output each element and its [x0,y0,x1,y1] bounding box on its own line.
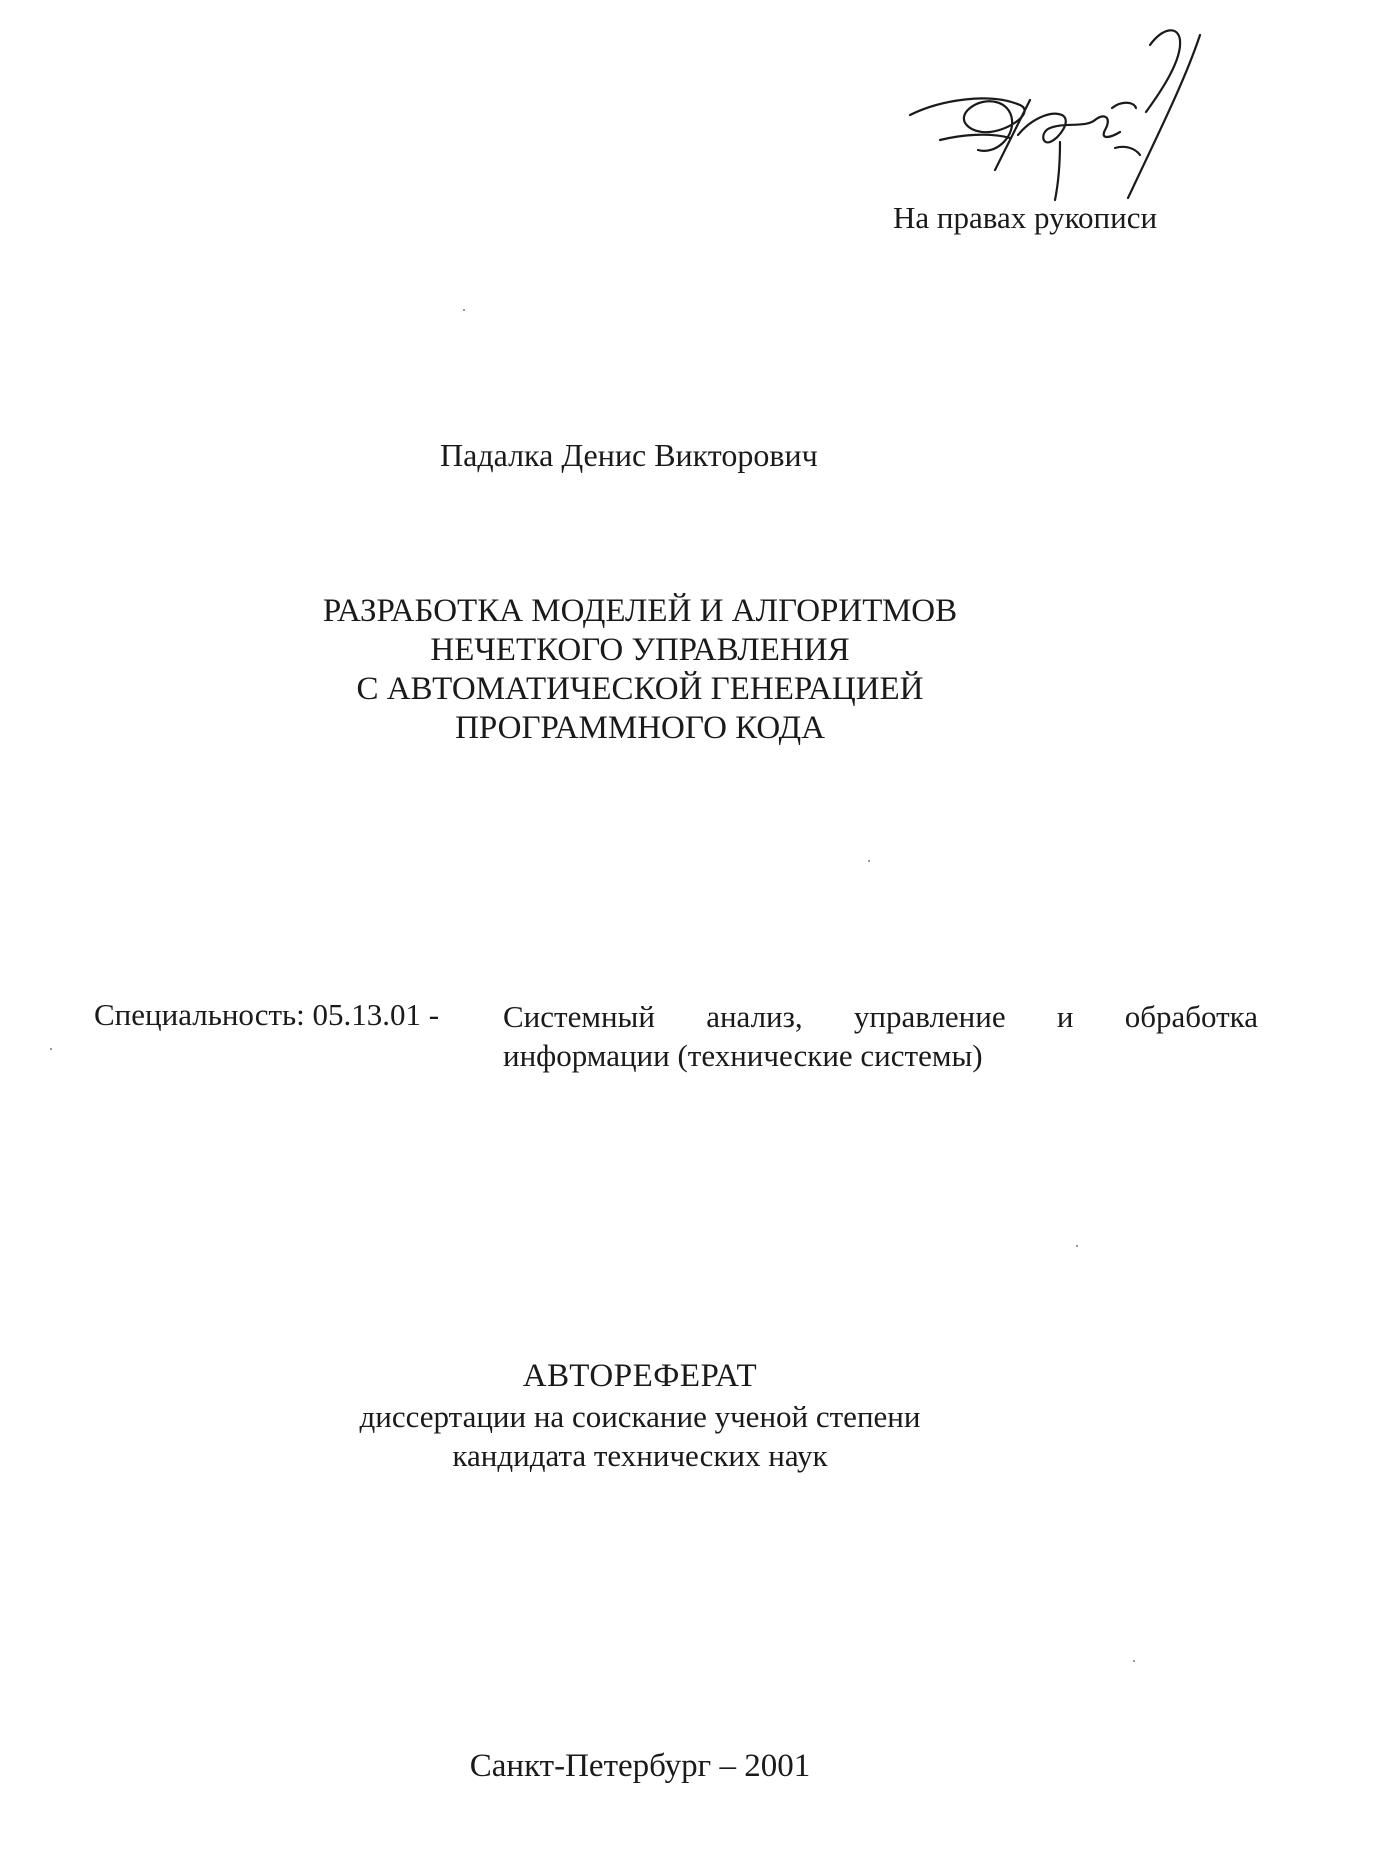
scan-speck [868,860,870,862]
specialty-label: Специальность: 05.13.01 - [94,997,440,1032]
handwritten-signature [900,20,1240,220]
city-year: Санкт-Петербург – 2001 [469,1748,811,1784]
manuscript-note: На правах рукописи [893,200,1158,235]
specialty-line: информации (технические системы) [503,1038,983,1073]
abstract-line: кандидата технических наук [452,1438,828,1473]
scan-speck [1076,1245,1078,1247]
title-line: НЕЧЕТКОГО УПРАВЛЕНИЯ [430,632,850,668]
author-name: Падалка Денис Викторович [440,437,818,473]
title-line: ПРОГРАММНОГО КОДА [455,710,825,746]
abstract-block [300,1355,980,1475]
scan-speck [50,1048,52,1050]
abstract-line: диссертации на соискание ученой степени [359,1399,921,1434]
specialty-line: Системный анализ, управление и обработка [503,999,1258,1034]
abstract-heading: АВТОРЕФЕРАТ [522,1358,758,1394]
title-line: РАЗРАБОТКА МОДЕЛЕЙ И АЛГОРИТМОВ [322,593,958,629]
dissertation-title [300,592,980,748]
specialty-description [503,997,1258,1075]
title-line: С АВТОМАТИЧЕСКОЙ ГЕНЕРАЦИЕЙ [356,671,924,707]
scan-speck [463,309,465,311]
scan-speck [1133,1660,1135,1662]
